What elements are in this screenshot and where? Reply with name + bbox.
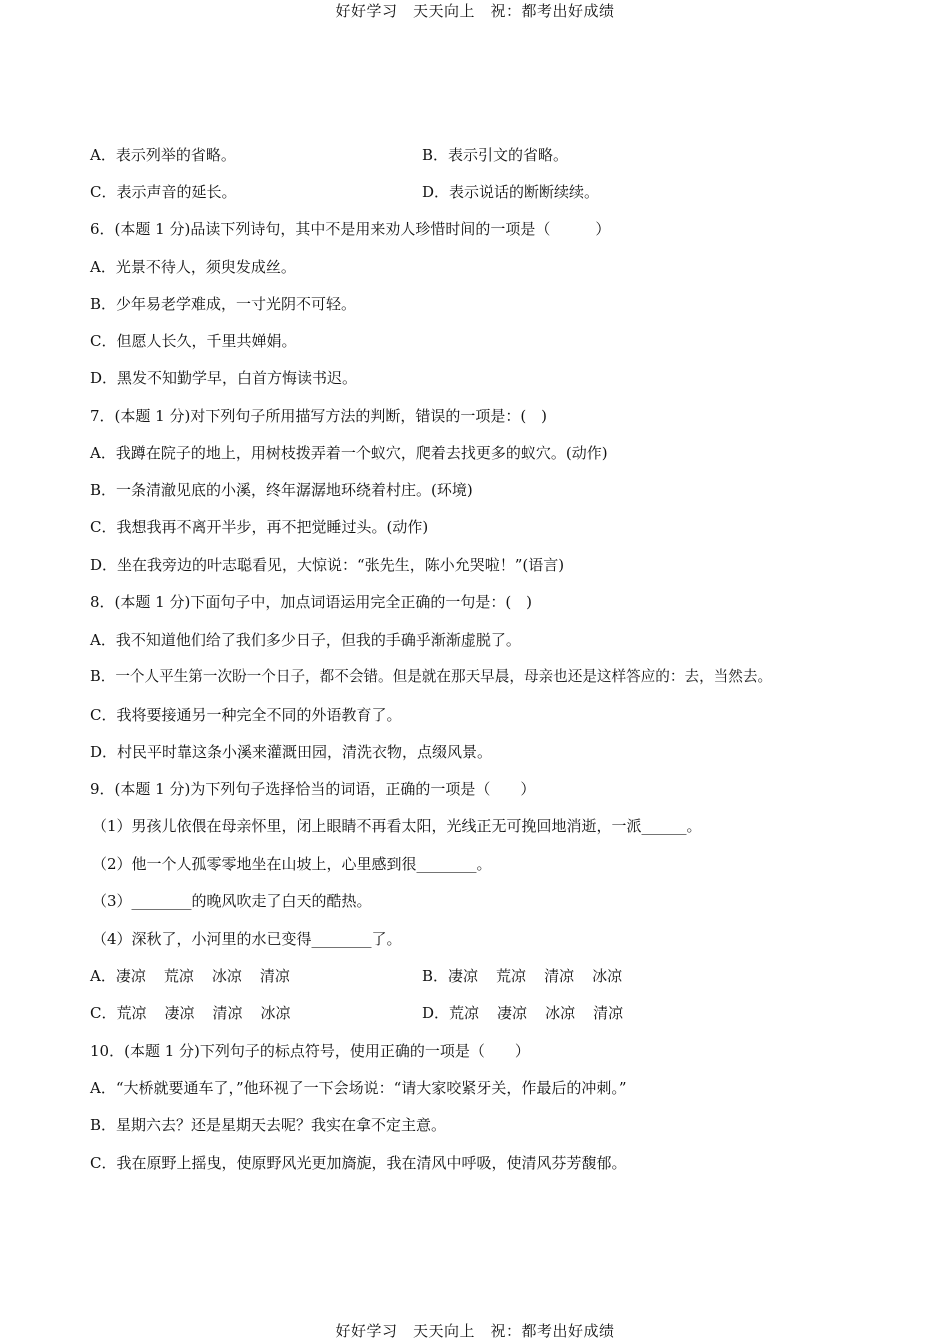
q5-option-d: D．表示说话的断断续续。 bbox=[422, 183, 600, 201]
q7-stem: 7．(本题 1 分)对下列句子所用描写方法的判断，错误的一项是：( ) bbox=[90, 407, 548, 425]
q9-stem: 9．(本题 1 分)为下列句子选择恰当的词语，正确的一项是（ ） bbox=[90, 780, 536, 798]
q6-option-b: B．少年易老学难成，一寸光阴不可轻。 bbox=[90, 295, 357, 313]
q10-option-b: B．星期六去？还是星期天去呢？我实在拿不定主意。 bbox=[90, 1116, 447, 1134]
q7-option-a: A．我蹲在院子的地上，用树枝拨弄着一个蚁穴，爬着去找更多的蚁穴。(动作) bbox=[90, 444, 608, 462]
option-word: 清凉 bbox=[593, 1004, 624, 1022]
q10-option-c: C．我在原野上摇曳，使原野风光更加旖旎，我在清风中呼吸，使清风芬芳馥郁。 bbox=[90, 1154, 627, 1172]
option-word: 凄凉 bbox=[115, 967, 146, 985]
option-word: 清凉 bbox=[212, 1004, 243, 1022]
option-word: 荒凉 bbox=[449, 1004, 480, 1022]
option-word: 清凉 bbox=[544, 967, 575, 985]
q6-option-c: C．但愿人长久，千里共婵娟。 bbox=[90, 332, 297, 350]
option-word: 荒凉 bbox=[496, 967, 527, 985]
option-word: 荒凉 bbox=[163, 967, 194, 985]
q10-stem: 10．(本题 1 分)下列句子的标点符号，使用正确的一项是（ ） bbox=[90, 1042, 530, 1060]
option-word: 冰凉 bbox=[211, 967, 242, 985]
q7-option-b: B．一条清澈见底的小溪，终年潺潺地环绕着村庄。(环境) bbox=[90, 481, 473, 499]
q9-option-b bbox=[422, 966, 640, 986]
q8-option-c: C．我将要接通另一种完全不同的外语教育了。 bbox=[90, 706, 402, 724]
page-footer: 好好学习 天天向上 祝：都考出好成绩 bbox=[335, 1322, 615, 1340]
option-word: 凄凉 bbox=[164, 1004, 195, 1022]
q10-option-a: A．“大桥就要通车了，”他环视了一下会场说：“请大家咬紧牙关，作最后的冲刺。” bbox=[90, 1079, 627, 1097]
q9-sentence-4: （4）深秋了，小河里的水已变得________了。 bbox=[92, 930, 402, 948]
q6-option-a: A．光景不待人，须臾发成丝。 bbox=[90, 258, 296, 276]
q9-sentence-3: （3）________的晚风吹走了白天的酷热。 bbox=[92, 892, 372, 910]
q7-option-c: C．我想我再不离开半步，再不把觉睡过头。(动作) bbox=[90, 518, 429, 536]
option-word: 冰凉 bbox=[545, 1004, 576, 1022]
q8-option-d: D．村民平时靠这条小溪来灌溉田园，清洗衣物，点缀风景。 bbox=[90, 743, 493, 761]
option-word: 清凉 bbox=[259, 967, 290, 985]
q9-option-c bbox=[90, 1003, 309, 1023]
q7-option-d: D．坐在我旁边的叶志聪看见，大惊说：“张先生，陈小允哭啦！”(语言) bbox=[90, 556, 565, 574]
option-label: B． bbox=[422, 967, 449, 985]
option-label: A． bbox=[90, 967, 116, 985]
q9-sentence-2: （2）他一个人孤零零地坐在山坡上，心里感到很________。 bbox=[92, 855, 492, 873]
q9-option-d bbox=[422, 1003, 641, 1023]
q9-option-a bbox=[90, 966, 308, 986]
q5-option-a: A．表示列举的省略。 bbox=[90, 146, 236, 164]
option-label: D． bbox=[422, 1004, 450, 1022]
q9-sentence-1: （1）男孩儿依偎在母亲怀里，闭上眼睛不再看太阳，光线正无可挽回地消逝，一派______。 bbox=[92, 817, 702, 835]
q6-option-d: D．黑发不知勤学早，白首方悔读书迟。 bbox=[90, 369, 358, 387]
option-word: 凄凉 bbox=[448, 967, 479, 985]
q5-option-c: C．表示声音的延长。 bbox=[90, 183, 237, 201]
page-header: 好好学习 天天向上 祝：都考出好成绩 bbox=[335, 2, 615, 20]
q8-stem: 8．(本题 1 分)下面句子中，加点词语运用完全正确的一句是：( ) bbox=[90, 593, 533, 611]
option-word: 冰凉 bbox=[592, 967, 623, 985]
q8-option-b: B．一个人平生第一次盼一个日子，都不会错。但是就在那天早晨，母亲也还是这样答应的：去，当然去。 bbox=[90, 668, 773, 685]
q6-stem: 6．(本题 1 分)品读下列诗句，其中不是用来劝人珍惜时间的一项是（ ） bbox=[90, 220, 611, 238]
option-word: 荒凉 bbox=[116, 1004, 147, 1022]
option-label: C． bbox=[90, 1004, 117, 1022]
option-word: 冰凉 bbox=[260, 1004, 291, 1022]
option-word: 凄凉 bbox=[497, 1004, 528, 1022]
q8-option-a: A．我不知道他们给了我们多少日子，但我的手确乎渐渐虚脱了。 bbox=[90, 631, 521, 649]
q5-option-b: B．表示引文的省略。 bbox=[422, 146, 569, 164]
